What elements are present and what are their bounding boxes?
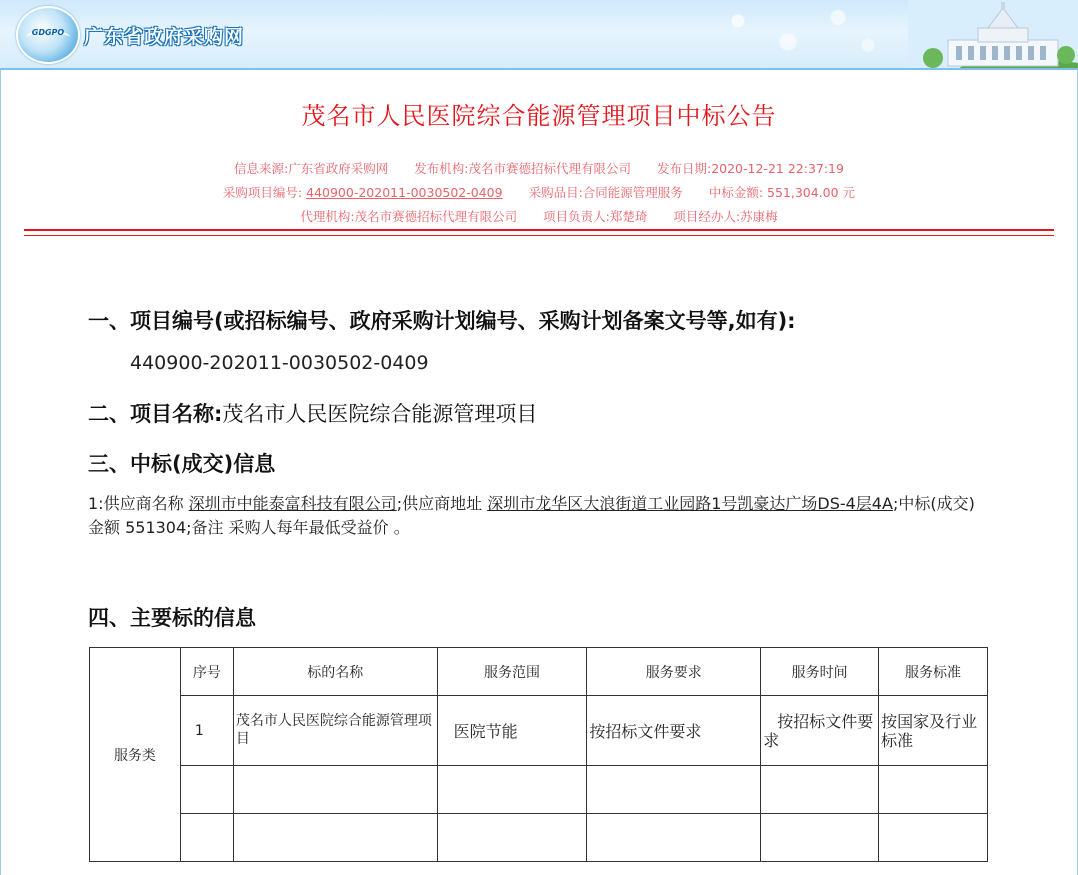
handler-label: 项目经办人: [673, 209, 741, 224]
award-info-paragraph [88, 492, 988, 540]
agency-label: 代理机构: [300, 209, 355, 224]
header-req: 服务要求 [587, 648, 761, 696]
subject-info-table [89, 647, 988, 862]
section-2-value: 茂名市人民医院综合能源管理项目 [222, 402, 538, 426]
source-value: 广东省政府采购网 [288, 161, 389, 176]
project-no-link[interactable]: 440900-202011-0030502-0409 [306, 185, 503, 200]
notice-title: 茂名市人民医院综合能源管理项目中标公告 [301, 102, 777, 130]
header-std: 服务标准 [879, 648, 988, 696]
header-no: 序号 [180, 648, 233, 696]
address-label: ;供应商地址 [396, 494, 483, 513]
category-cell: 服务类 [90, 648, 181, 862]
row1-time: 按招标文件要求 [761, 696, 879, 766]
row1-req: 按招标文件要求 [587, 696, 761, 766]
header-decoration [698, 0, 898, 70]
header-time: 服务时间 [761, 648, 879, 696]
site-header [0, 0, 1078, 70]
amount-value: 551,304.00 元 [767, 185, 856, 200]
item-value: 合同能源管理服务 [582, 185, 683, 200]
building-illustration-icon [908, 0, 1078, 70]
amount-remark: ;中标(成交)金额 551304;备注 采购人每年最低受益价 。 [88, 494, 975, 537]
table-row [90, 696, 988, 766]
divider-thick [24, 229, 1054, 231]
supplier-name: 深圳市中能泰富科技有限公司 [188, 494, 397, 513]
header-scope: 服务范围 [437, 648, 587, 696]
leader-value: 郑楚琦 [609, 209, 648, 224]
section-1-title: 一、项目编号(或招标编号、政府采购计划编号、采购计划备案文号等,如有): [88, 309, 796, 333]
handler-value: 苏康梅 [740, 209, 778, 224]
section-2-label: 二、项目名称: [88, 402, 223, 426]
source-label: 信息来源: [234, 161, 289, 176]
section-3-title: 三、中标(成交)信息 [88, 452, 276, 476]
row1-scope: 医院节能 [437, 696, 587, 766]
supplier-label: 1:供应商名称 [88, 494, 184, 513]
date-label: 发布日期: [656, 161, 712, 176]
row1-no: 1 [180, 696, 233, 766]
amount-label: 中标金额: [708, 185, 764, 200]
section-1-value: 440900-202011-0030502-0409 [130, 352, 429, 374]
agency-value: 茂名市赛德招标代理有限公司 [354, 209, 518, 224]
table-row [90, 766, 988, 814]
table-header-row [90, 648, 988, 696]
project-no-label: 采购项目编号: [222, 185, 303, 200]
logo-abbr: GDGPO [31, 28, 65, 37]
divider-thin [24, 235, 1054, 236]
meta-line-2 [0, 183, 1078, 201]
row1-name: 茂名市人民医院综合能源管理项目 [233, 696, 437, 766]
publisher-label: 发布机构: [414, 161, 469, 176]
meta-line-1 [0, 159, 1078, 177]
row1-std: 按国家及行业标准 [879, 696, 988, 766]
meta-line-3 [0, 207, 1078, 225]
date-value: 2020-12-21 22:37:19 [711, 161, 844, 176]
site-title[interactable]: 广东省政府采购网 [84, 26, 245, 48]
site-logo-icon[interactable] [16, 6, 80, 64]
item-label: 采购品目: [528, 185, 583, 200]
header-name: 标的名称 [233, 648, 437, 696]
table-row [90, 814, 988, 862]
section-2-title [88, 398, 537, 428]
supplier-address: 深圳市龙华区大浪街道工业园路1号凯豪达广场DS-4层4A [487, 494, 893, 513]
publisher-value: 茂名市赛德招标代理有限公司 [468, 161, 631, 176]
section-4-title: 四、主要标的信息 [88, 606, 256, 630]
leader-label: 项目负责人: [543, 209, 610, 224]
